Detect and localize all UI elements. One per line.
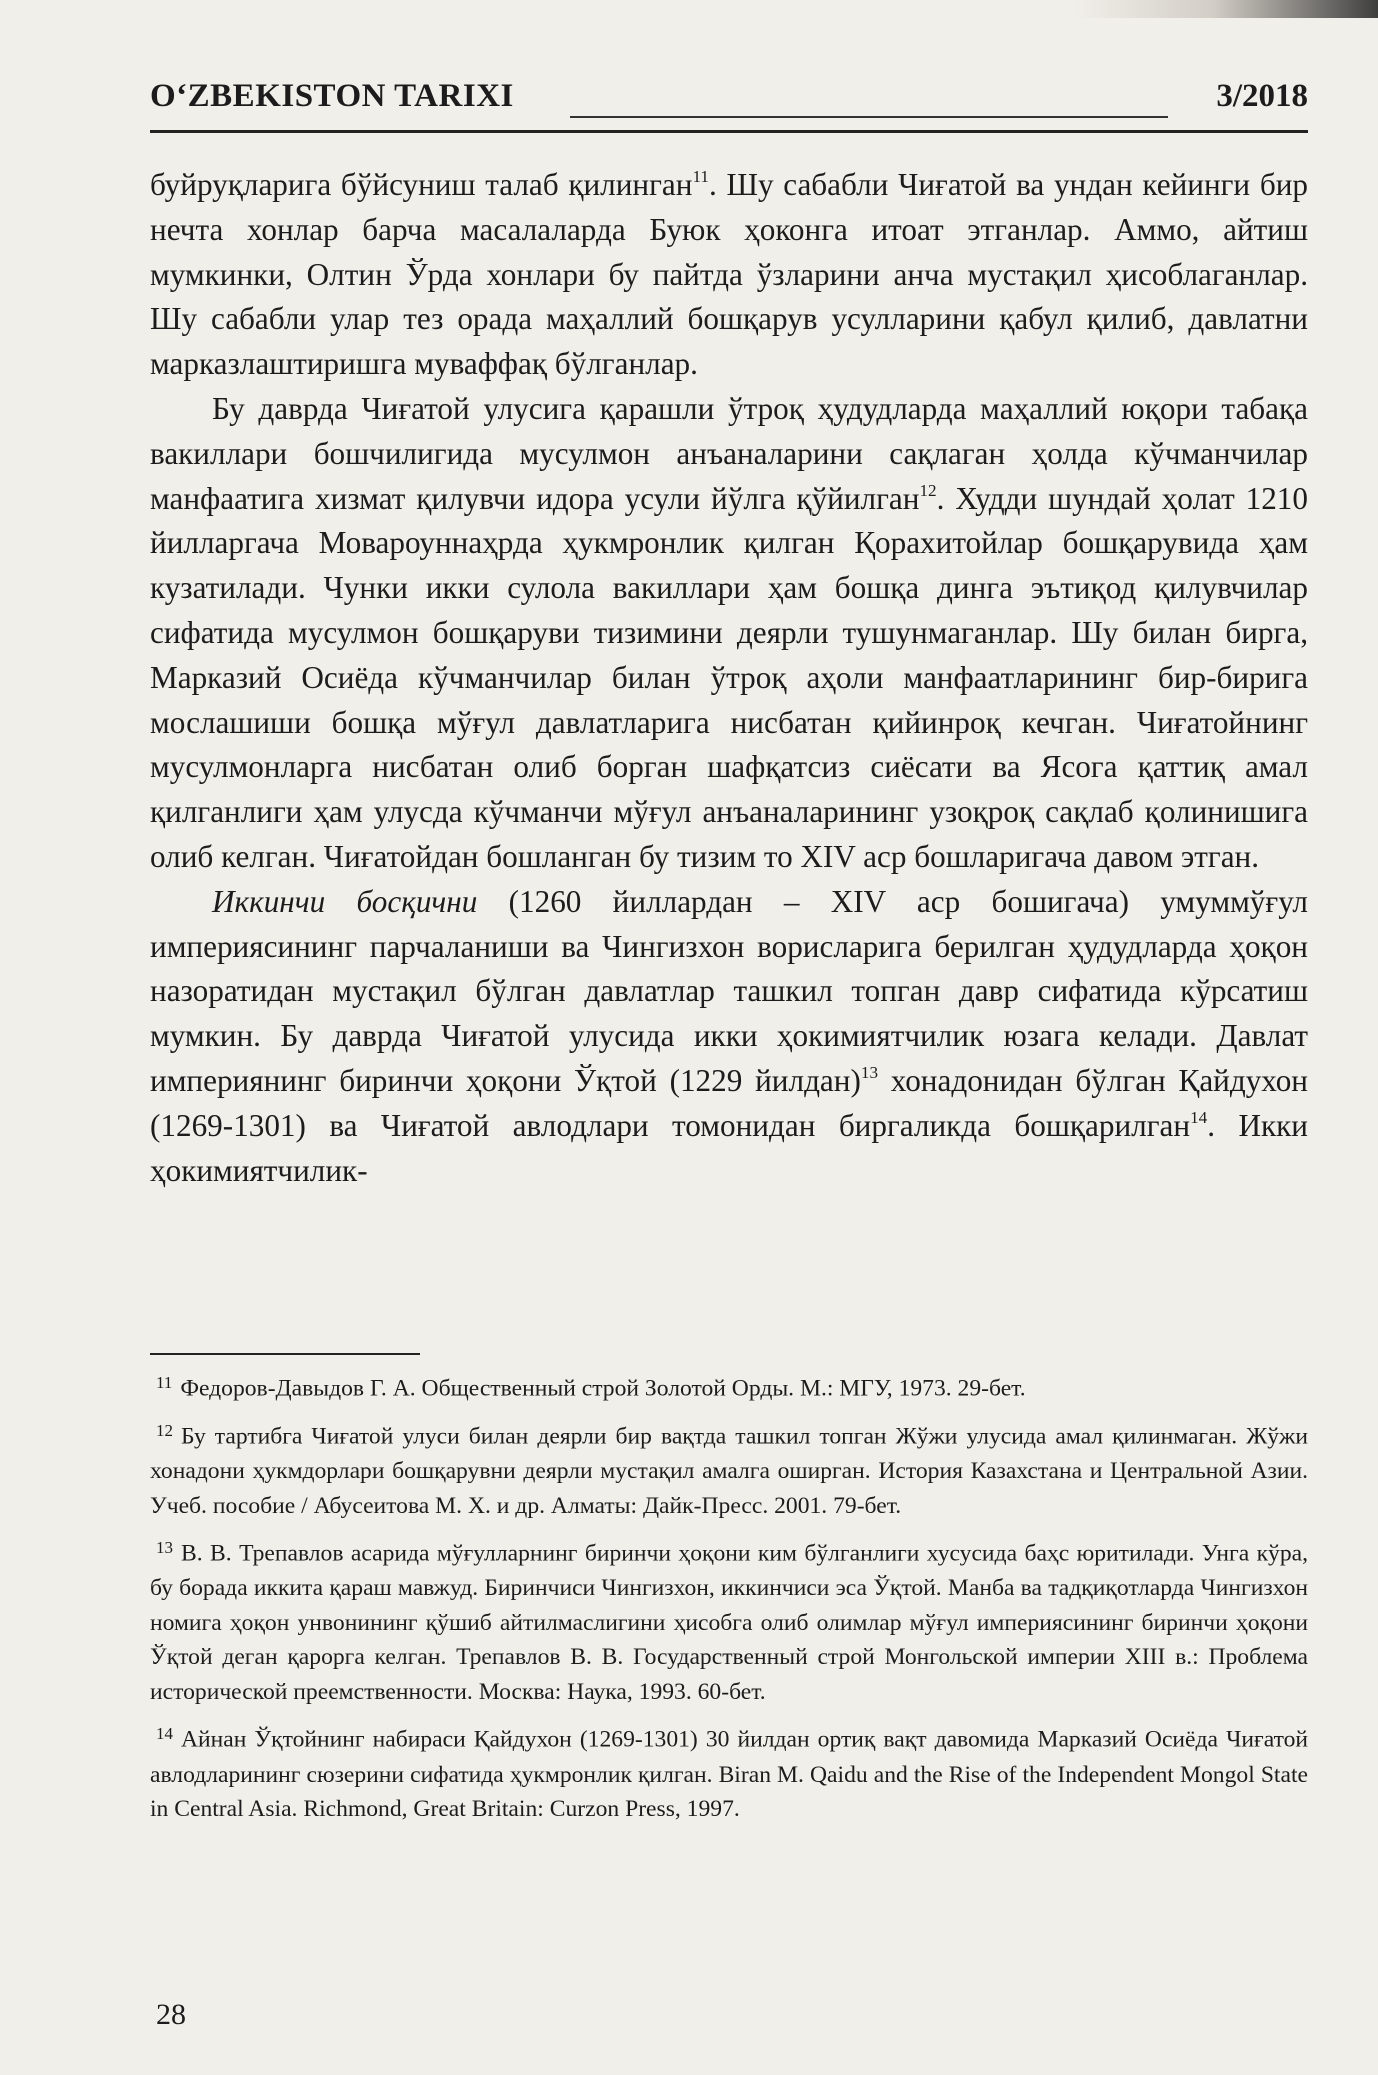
footnote-number: 13 (156, 1538, 173, 1558)
header-rule (570, 116, 1168, 118)
footnote-separator (150, 1353, 420, 1355)
footnote-13: $^{13}$ В. В. Трепавлов асарида мўғулларнинг биринчи ҳоқони ким бўлганлиги хусусида баҳс юритилади. Унга кўра, бу борада иккита қараш мавжуд. Биринчиси Чингизхон, иккинчиси эса Ўқтой. Манба ва тадқиқотларда Чингизхон номига ҳоқон унвонининг қўшиб айтилмаслигини ҳисобга олиб олимлар мўғул империясининг биринчи ҳоқони Ўқтой деган қарорга келган. Трепавлов В. В. Государственный строй Монгольской империи XIII в.: Проблема исторической преемственности. Москва: Наука, 1993. 60-бет. (150, 1538, 1308, 1705)
journal-title: O‘ZBEKISTON TARIXI (150, 78, 514, 114)
footnote-12: $^{12}$ Бу тартибга Чиғатой улуси билан деярли бир вақтда ташкил топган Жўжи улусида амал қилинмаган. Жўжи хонадони ҳукмдорлари бошқарувни деярли мустақил амалга оширган. История Казахстана и Центральной Азии. Учеб. пособие / Абусеитова М. Х. и др. Алматы: Дайк-Пресс. 2001. 79-бет. (150, 1421, 1308, 1519)
issue-number: 3/2018 (1216, 78, 1308, 114)
footnote-ref-11[interactable]: 11 (692, 167, 709, 187)
footnote-number: 11 (156, 1373, 173, 1392)
body-text (150, 163, 1308, 1193)
scan-edge-shadow (0, 0, 1378, 18)
page-number: 28 (156, 1998, 186, 2031)
footnote-ref-14[interactable]: 14 (1190, 1107, 1208, 1127)
footnote-ref-13[interactable]: 13 (860, 1063, 879, 1083)
italic-term: Иккинчи босқични (212, 883, 478, 919)
paragraph-2: Бу даврда Чиғатой улусига қарашли ўтроқ ҳудудларда маҳаллий юқори табақа вакиллари бошчилигида мусулмон анъаналарини сақлаган ҳолда кўчманчилар манфаатига хизмат қилувчи идора усули йўлга қўйилган$^{12}$. Худди шундай ҳолат 1210 йилларгача Мовароуннаҳрда ҳукмронлик қилган Қорахитойлар бошқарувида ҳам кузатилади. Чунки икки сулола вакиллари ҳам бошқа динга эътиқод қилувчилар сифатида мусулмон бошқаруви тизимини деярли тушунмаганлар. Шу билан бирга, Марказий Осиёда кўчманчилар билан ўтроқ аҳоли манфаатларининг бир-бирига мослашиши бошқа мўғул давлатларига нисбатан қийинроқ кечган. Чиғатойнинг мусулмонларга нисбатан олиб борган шафқатсиз сиёсати ва Ясога қаттиқ амал қилганлиги ҳам улусда кўчманчи мўғул анъаналарининг узоқроқ сақлаб қолинишига олиб келган. Чиғатойдан бошланган бу тизим то XIV аср бошларигача давом этган. (150, 390, 1308, 874)
paragraph-3: Иккинчи босқични (1260 йиллардан – XIV аср бошигача) умуммўғул империясининг парчаланиши ва Чингизхон ворисларига берилган ҳудудларда ҳоқон назоратидан мустақил бўлган давлатлар ташкил топган давр сифатида кўрсатиш мумкин. Бу даврда Чиғатой улусида икки ҳокимиятчилик юзага келади. Давлат империянинг биринчи ҳоқони Ўқтой (1229 йилдан)$^{13}$ хонадонидан бўлган Қайдухон (1269-1301) ва Чиғатой авлодлари томонидан биргаликда бошқарилган$^{14}$. Икки ҳокимиятчилик- (150, 883, 1308, 1188)
footnote-14: $^{14}$ Айнан Ўқтойнинг набираси Қайдухон (1269-1301) 30 йилдан ортиқ вақт давомида Марказий Осиёда Чиғатой авлодларининг сюзерини сифатида ҳукмронлик қилган. Biran M. Qaidu and the Rise of the Independent Mongol State in Central Asia. Richmond, Great Britain: Curzon Press, 1997. (150, 1724, 1308, 1823)
footnote-11: $^{11}$ Федоров-Давыдов Г. А. Общественный строй Золотой Орды. М.: МГУ, 1973. 29-бет. (156, 1373, 1026, 1402)
paragraph-1: буйруқларига бўйсуниш талаб қилинган$^{11}$. Шу сабабли Чиғатой ва ундан кейинги бир нечта хонлар барча масалаларда Буюк ҳоконга итоат этганлар. Аммо, айтиш мумкинки, Олтин Ўрда хонлари бу пайтда ўзларини анча мустақил ҳисоблаганлар. Шу сабабли улар тез орада маҳаллий бошқарув усулларини қабул қилиб, давлатни марказлаштиришга муваффақ бўлганлар. (150, 167, 1308, 382)
running-header (150, 70, 1308, 133)
footnote-ref-12[interactable]: 12 (919, 480, 937, 500)
footnotes (150, 1366, 1308, 1835)
footnote-number: 12 (156, 1421, 173, 1441)
footnote-number: 14 (156, 1724, 173, 1744)
